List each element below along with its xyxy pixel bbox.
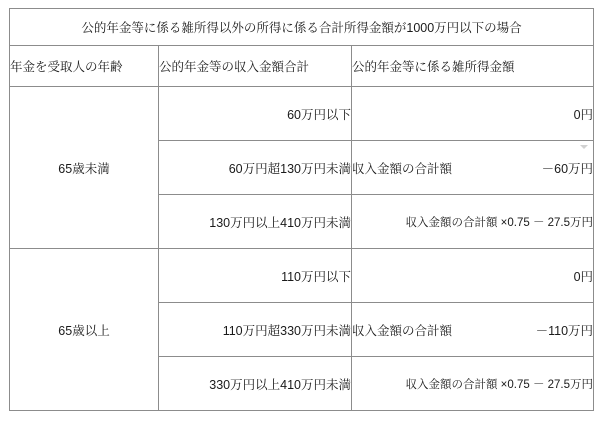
table-caption-row xyxy=(10,9,594,46)
table-row xyxy=(10,249,594,303)
amount-formula-text: 収入金額の合計額 ×0.75 － 27.5万円 xyxy=(405,378,594,391)
age-group-under-65: 65歳未満 xyxy=(10,87,159,249)
amount-value xyxy=(352,87,594,141)
header-age: 年金を受取人の年齢 xyxy=(10,46,159,87)
dropdown-marker-icon xyxy=(579,144,590,151)
table-caption: 公的年金等に係る雑所得以外の所得に係る合計所得金額が1000万円以下の場合 xyxy=(10,9,594,46)
income-range: 130万円以上410万円未満 xyxy=(159,195,352,249)
income-range: 110万円以下 xyxy=(159,249,352,303)
amount-value xyxy=(352,357,594,411)
pension-income-table xyxy=(9,8,594,411)
header-amount: 公的年金等に係る雑所得金額 xyxy=(352,46,594,87)
income-range: 110万円超330万円未満 xyxy=(159,303,352,357)
amount-base-text: 収入金額の合計額 xyxy=(352,161,453,176)
table-row xyxy=(10,87,594,141)
amount-deduction-text: －60万円 xyxy=(541,161,594,176)
income-range: 60万円超130万円未満 xyxy=(159,141,352,195)
age-group-65-and-over: 65歳以上 xyxy=(10,249,159,411)
amount-text: 0円 xyxy=(573,269,594,284)
amount-value xyxy=(352,195,594,249)
amount-deduction-text: －110万円 xyxy=(535,323,594,338)
amount-split xyxy=(352,321,593,339)
header-income: 公的年金等の収入金額合計 xyxy=(159,46,352,87)
amount-split xyxy=(352,159,593,177)
amount-value xyxy=(352,249,594,303)
income-range: 60万円以下 xyxy=(159,87,352,141)
amount-formula-text: 収入金額の合計額 ×0.75 － 27.5万円 xyxy=(405,216,594,229)
income-range: 330万円以上410万円未満 xyxy=(159,357,352,411)
amount-value xyxy=(352,141,594,195)
amount-text: 0円 xyxy=(573,107,594,122)
amount-value xyxy=(352,303,594,357)
amount-base-text: 収入金額の合計額 xyxy=(352,323,453,338)
table-header-row xyxy=(10,46,594,87)
